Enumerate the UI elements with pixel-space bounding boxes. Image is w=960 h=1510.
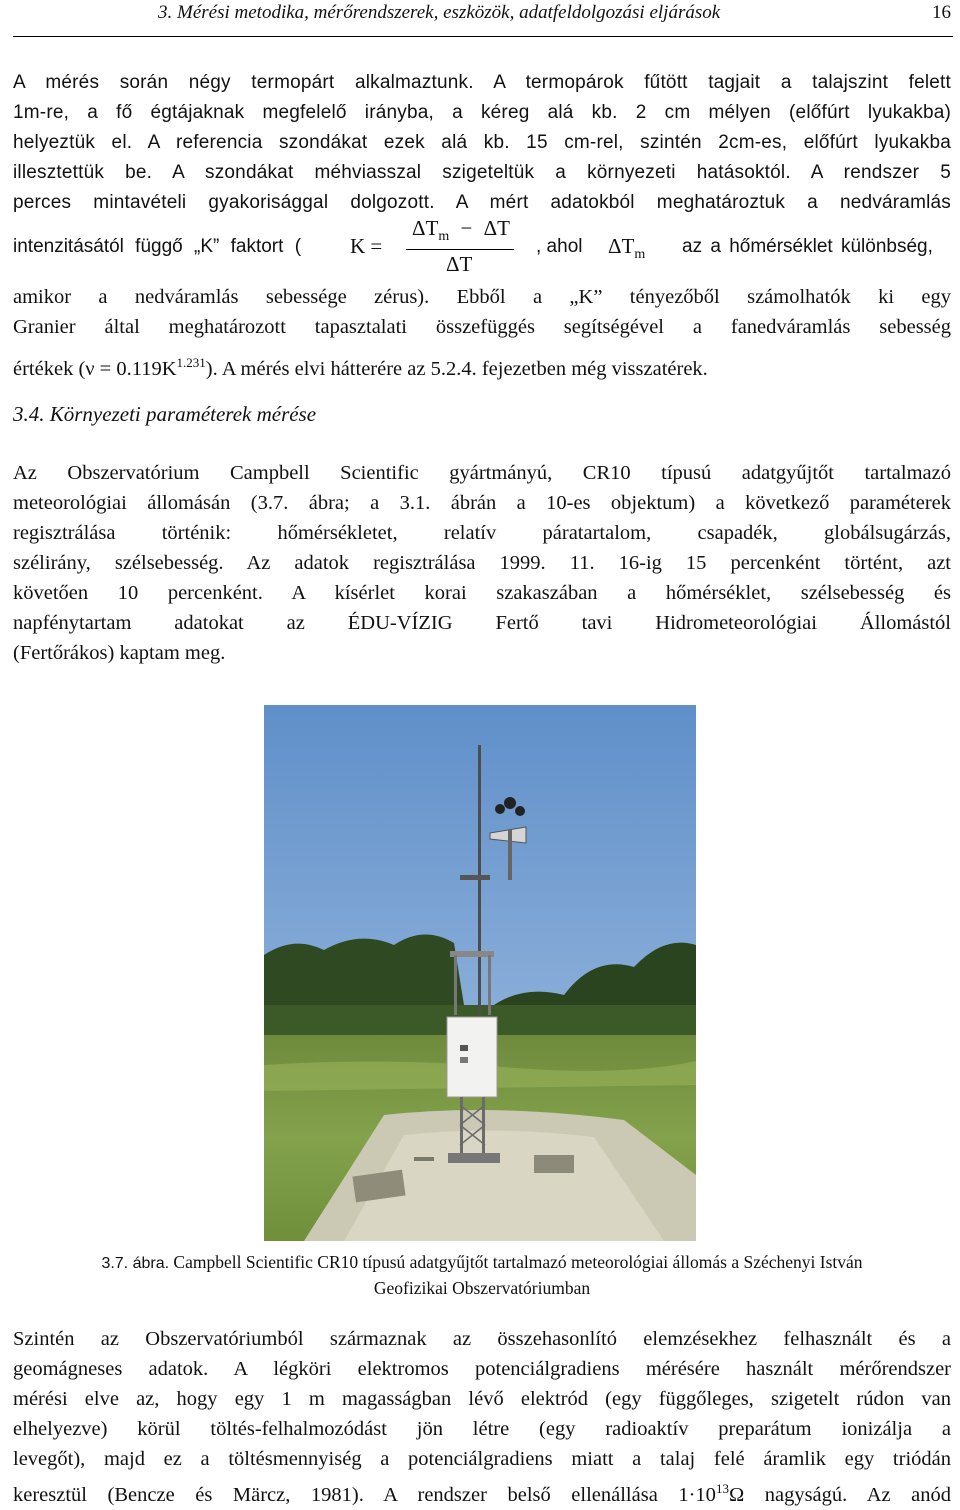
formula-k-eq: K = xyxy=(350,234,383,258)
paragraph-potential-gradient xyxy=(13,1324,951,1510)
text-segment: ). A mérés elvi hátterére az 5.2.4. fejezetben még visszatérek. xyxy=(205,357,708,380)
text-line-resistance xyxy=(13,1474,951,1510)
paragraph-k-factor xyxy=(13,282,951,384)
paragraph-environment xyxy=(13,458,951,668)
text-line: 1m-re, a fő égtájaknak megfelelő irányba, a kéreg alá kb. 2 cm mélyen (előfúrt lyukakba) xyxy=(13,102,951,123)
text-line: mérési elve az, hogy egy 1 m magasságban lévő elektród (egy függőleges, szigetelt rúdon van xyxy=(13,1388,951,1410)
text-line: Granier által meghatározott tapasztalati összefüggés segítségével a fanedváramlás sebesség xyxy=(13,316,951,338)
minus-sign: − xyxy=(460,216,473,240)
delta-t-m: ΔT xyxy=(412,216,439,240)
text-line: napfénytartam adatokat az ÉDU-VÍZIG Fertő tavi Hidrometeorológiai Állomástól xyxy=(13,612,951,634)
caption-label: 3.7. ábra. xyxy=(101,1255,170,1272)
granier-formula: ν = 0.119K xyxy=(85,357,177,380)
text-line: (Fertőrákos) kaptam meg. xyxy=(13,642,226,664)
formula-numerator xyxy=(412,216,510,245)
text-line: levegőt), majd ez a töltésmennyiség a potenciálgradiens miatt a talaj felé áramlik egy triódán xyxy=(13,1448,951,1470)
text-line: perces mintavételi gyakorisággal dolgozott. A mért adatokból meghatároztuk a nedváramlás xyxy=(13,192,951,213)
section-heading: 3.4. Környezeti paraméterek mérése xyxy=(13,402,317,426)
text-segment: értékek ( xyxy=(13,357,86,380)
formula-denominator: ΔT xyxy=(446,252,473,276)
text-line: követően 10 percenként. A kísérlet korai szakaszában a hőmérséklet, szélsebesség és xyxy=(13,582,951,604)
text-line: illesztettük be. A szondákat méhviasszal szigeteltük a környezeti hatásoktól. A rendszer 5 xyxy=(13,162,951,183)
text-line: amikor a nedváramlás sebessége zérus). Ebből a „K” tényezőből számolhatók ki egy xyxy=(13,286,951,308)
text-line: meteorológiai állomásán (3.7. ábra; a 3.1. ábrán a 10-es objektum) a következő paraméterek xyxy=(13,492,951,514)
text-line: szélirány, szélsebesség. Az adatok regisztrálása 1999. 11. 16-ig 15 percenként történt, azt xyxy=(13,552,951,574)
text-line: Szintén az Obszervatóriumból származnak az összehasonlító elemzésekhez felhasznált és a xyxy=(13,1328,951,1350)
paragraph-thermocouple xyxy=(13,68,951,218)
text-line: Az Obszervatórium Campbell Scientific gyártmányú, CR10 típusú adatgyűjtőt tartalmazó xyxy=(13,462,951,484)
page-header xyxy=(13,0,953,37)
exponent: 1.231 xyxy=(176,355,206,370)
weather-station-illustration xyxy=(264,705,696,1241)
text-line: regisztrálása történik: hőmérsékletet, relatív páratartalom, csapadék, globálsugárzás, xyxy=(13,522,951,544)
fraction-bar xyxy=(406,249,514,250)
header-title: 3. Mérési metodika, mérőrendszerek, eszközök, adatfeldolgozási eljárások xyxy=(158,2,721,23)
text-line: helyeztük el. A referencia szondákat ezek alá kb. 15 cm-rel, szintén 2cm-es, előfúrt lyukakba xyxy=(13,132,951,153)
text-segment: Ω nagyságú. Az anód xyxy=(728,1483,951,1506)
formula-dtm xyxy=(608,234,645,263)
caption-line: Geofizikai Obszervatóriumban xyxy=(373,1278,591,1298)
exponent: 13 xyxy=(715,1481,729,1496)
caption-line xyxy=(13,1250,951,1276)
formula-prefix: intenzitásától függő „K” faktort ( xyxy=(13,236,302,257)
text-line: geomágneses adatok. A légköri elektromos potenciálgradiens mérésére használt mérőrendszer xyxy=(13,1358,951,1380)
text-line-formula xyxy=(13,348,951,384)
text-segment: keresztül (Bencze és Märcz, 1981). A rendszer belső ellenállása 1·10 xyxy=(13,1483,716,1506)
caption-text: Campbell Scientific CR10 típusú adatgyűjtőt tartalmazó meteorológiai állomás a Széchenyi István xyxy=(173,1252,863,1272)
subscript-m: m xyxy=(438,229,450,245)
text-line: elhelyezve) körül töltés-felhalmozódást jön létre (egy radioaktív preparátum ionizálja a xyxy=(13,1418,951,1440)
delta-t: ΔT xyxy=(483,216,510,240)
weather-station-photo xyxy=(264,705,696,1241)
formula-suffix: az a hőmérséklet különbség, xyxy=(682,236,933,257)
formula-ahol: , ahol xyxy=(536,236,583,257)
subscript-m-inline: m xyxy=(634,247,646,263)
text-line: A mérés során négy termopárt alkalmaztunk. A termopárok fűtött tagjait a talajszint felett xyxy=(13,72,951,93)
figure-caption xyxy=(13,1250,951,1300)
delta-t-m-inline: ΔT xyxy=(608,234,635,258)
page-number: 16 xyxy=(932,2,951,23)
